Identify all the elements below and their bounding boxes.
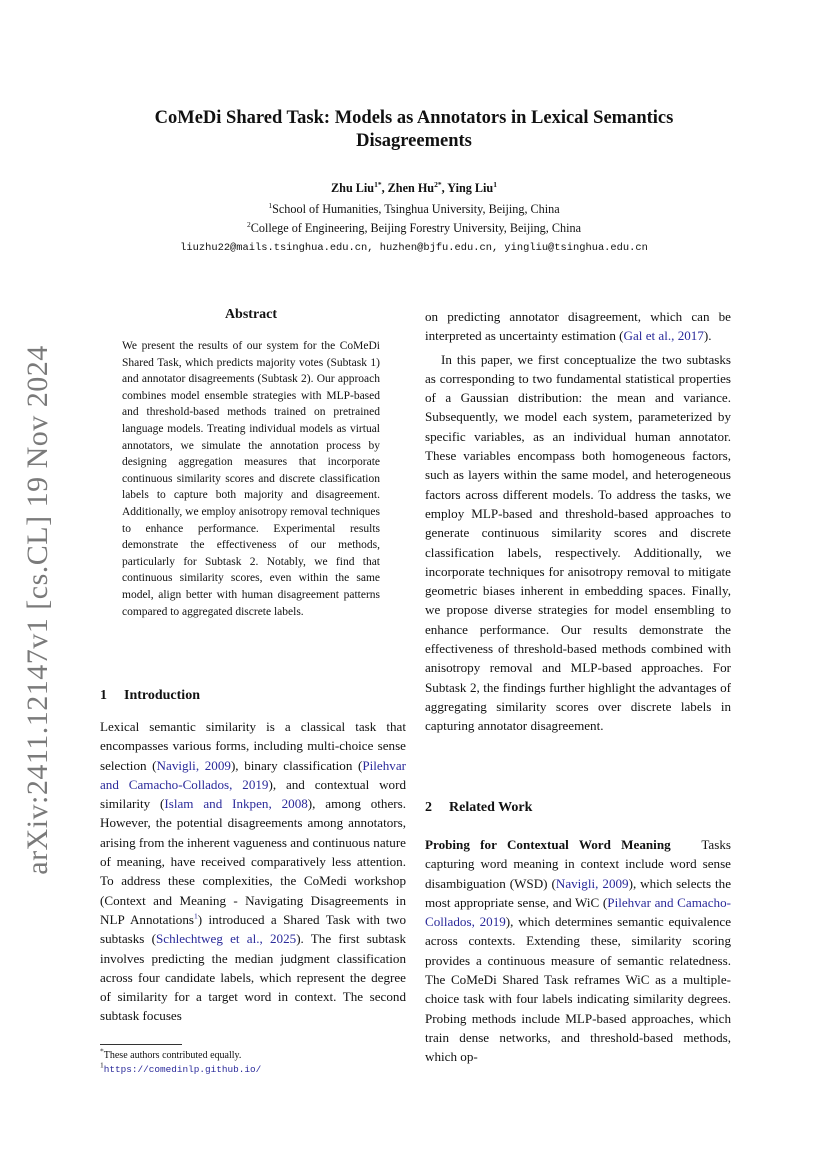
abstract-text: We present the results of our system for the CoMeDi Shared Task, which predicts majority votes (Subtask 1) and annotator disagreements (Subtask 2). Our approach combines model ensemble strategies with MLP-based and threshold-based methods trained on pretrained language models. Treating individual models as virtual annotators, we simulate the annotation process by designing aggregation measures that incorporate continuous similarity scores and discrete classification labels to capture both majority and disagreement. Additionally, we employ anisotropy removal techniques to enhance performance. Experimental results demonstrate the effectiveness of our methods, particularly for Subtask 2. Notably, we find that continuous similarity scores, even within the same model, align better with human disagreement patterns compared to aggregated discrete labels. (122, 340, 380, 618)
citation-link[interactable]: Pilehvar and Camacho-Collados, 2019 (425, 894, 731, 930)
footnote-url-link[interactable]: https://comedinlp.github.io/ (103, 1064, 262, 1075)
abstract-heading: Abstract (224, 307, 278, 322)
footnote: *These authors contributed equally. (100, 1046, 242, 1061)
author-name: Ying Liu (447, 181, 494, 195)
paper-title: CoMeDi Shared Task: Models as Annotators in Lexical Semantics Disagreements (154, 108, 674, 151)
intro-paragraph: Lexical semantic similarity is a classical task that encompasses various forms, including multi-choice sense selection (Navigli, 2009), binary classification (Pilehvar and Camacho-Collados, 2019), and contextual word similarity (Islam and Inkpen, 2008), among others. However, the potential disagreements among annotators, arising from the inherent vagueness and continuous nature of meaning, have received comparatively less attention. To address these complexities, the CoMedi workshop (Context and Meaning - Navigating Disagreements in NLP Annotations$^1$) introduced a Shared Task with two subtasks (Schlechtweg et al., 2025). The first subtask involves predicting the median judgment classification across four candidate labels, which represent the degree of similarity for a target word in context. The second subtask focuses (100, 719, 407, 1024)
citation-link[interactable]: Gal et al., 2017 (623, 328, 704, 344)
citation-link[interactable]: Navigli, 2009 (555, 875, 629, 891)
right-column-text: on predicting annotator disagreement, which can be interpreted as uncertainty estimation (Gal et al., 2017). In this paper, we first conceptualize the two subtasks as corresponding to two fundamental statistical properties of a Gaussian distribution: the mean and variance. Subsequently, we model each system, parameterized by specific variables, as an individual human annotator. These variables encompass both homogeneous factors, such as layers within the same model, and heterogeneous factors across different models. To address the tasks, we employ MLP-based and threshold-based approaches to generate continuous similarity scores and discrete classification labels, respectively. Additionally, we incorporate techniques for anisotropy removal to mitigate geometric biases inherent in embedding spaces. Finally, we propose diverse strategies for model ensembling to enhance performance. Our results demonstrate the effectiveness of threshold-based methods combined with anisotropy removal and MLP-based approaches. For Subtask 2, the findings further highlight the advantages of aggregating similarity scores over discrete labels in capturing annotator disagreement. (425, 307, 731, 736)
citation-link[interactable]: Pilehvar and Camacho-Collados, 2019 (100, 757, 407, 792)
footnote: $^1$https://comedinlp.github.io/ (100, 1060, 262, 1075)
citation-link[interactable]: Islam and Inkpen, 2008 (164, 796, 308, 812)
citation-link[interactable]: Schlechtweg et al., 2025 (155, 931, 297, 947)
author-name: Zhen Hu (387, 181, 435, 195)
paragraph: In this paper, we first conceptualize the two subtasks as corresponding to two fundamental statistical properties of a Gaussian distribution: the mean and variance. Subsequently, we model each system, parameterized by specific variables, as an individual human annotator. These variables encompass both homogeneous factors, such as layers within the same model, and heterogeneous factors across different models. To address the tasks, we employ MLP-based and threshold-based approaches to generate continuous similarity scores and discrete classification labels, respectively. Additionally, we incorporate techniques for anisotropy removal to mitigate geometric biases inherent in embedding spaces. Finally, we propose diverse strategies for model ensembling to enhance performance. Our results demonstrate the effectiveness of threshold-based methods combined with anisotropy removal and MLP-based approaches. For Subtask 2, the findings further highlight the advantages of aggregating similarity scores over discrete labels in capturing annotator disagreement. (425, 351, 731, 734)
arxiv-identifier: arXiv:2411.12147v1 [cs.CL] 19 Nov 2024 (21, 345, 54, 875)
affiliation: $^1$School of Humanities, Tsinghua University, Beijing, China (268, 200, 560, 216)
citation-link[interactable]: Navigli, 2009 (156, 757, 231, 773)
affiliation: $^2$College of Engineering, Beijing Forestry University, Beijing, China (246, 219, 581, 235)
related-work-paragraph: Probing for Contextual Word Meaning Tasks capturing word meaning in context include word sense disambiguation (WSD) (Navigli, 2009), which selects the most appropriate sense, and WiC (Pilehvar and Camacho-Collados, 2019), which determines semantic equivalence across contexts. Extending these, similarity scoring provides a continuous measure of semantic relatedness. The CoMeDi Shared Task reframes WiC as a multiple-choice task with four labels indicating similarity degrees. Probing methods include MLP-based approaches, which train dense networks, and threshold-based methods, which op- (425, 837, 732, 1065)
section-heading-related-work: 2 Related Work (425, 800, 533, 815)
section-heading-introduction: 1 Introduction (100, 688, 200, 703)
footnote-divider (100, 1044, 182, 1045)
paragraph-runin-heading: Probing for Contextual Word Meaning (425, 837, 671, 852)
author-list: Zhu Liu$^{1*}$, Zhen $Hu^{2*}$, Ying Liu$^1$ (331, 179, 497, 195)
author-name: Zhu Liu (331, 181, 375, 195)
author-emails: liuzhu22@mails.tsinghua.edu.cn, huzhen@bjfu.edu.cn, yingliu@tsinghua.edu.cn (180, 242, 648, 254)
footnote-ref[interactable]: 1 (193, 911, 198, 921)
